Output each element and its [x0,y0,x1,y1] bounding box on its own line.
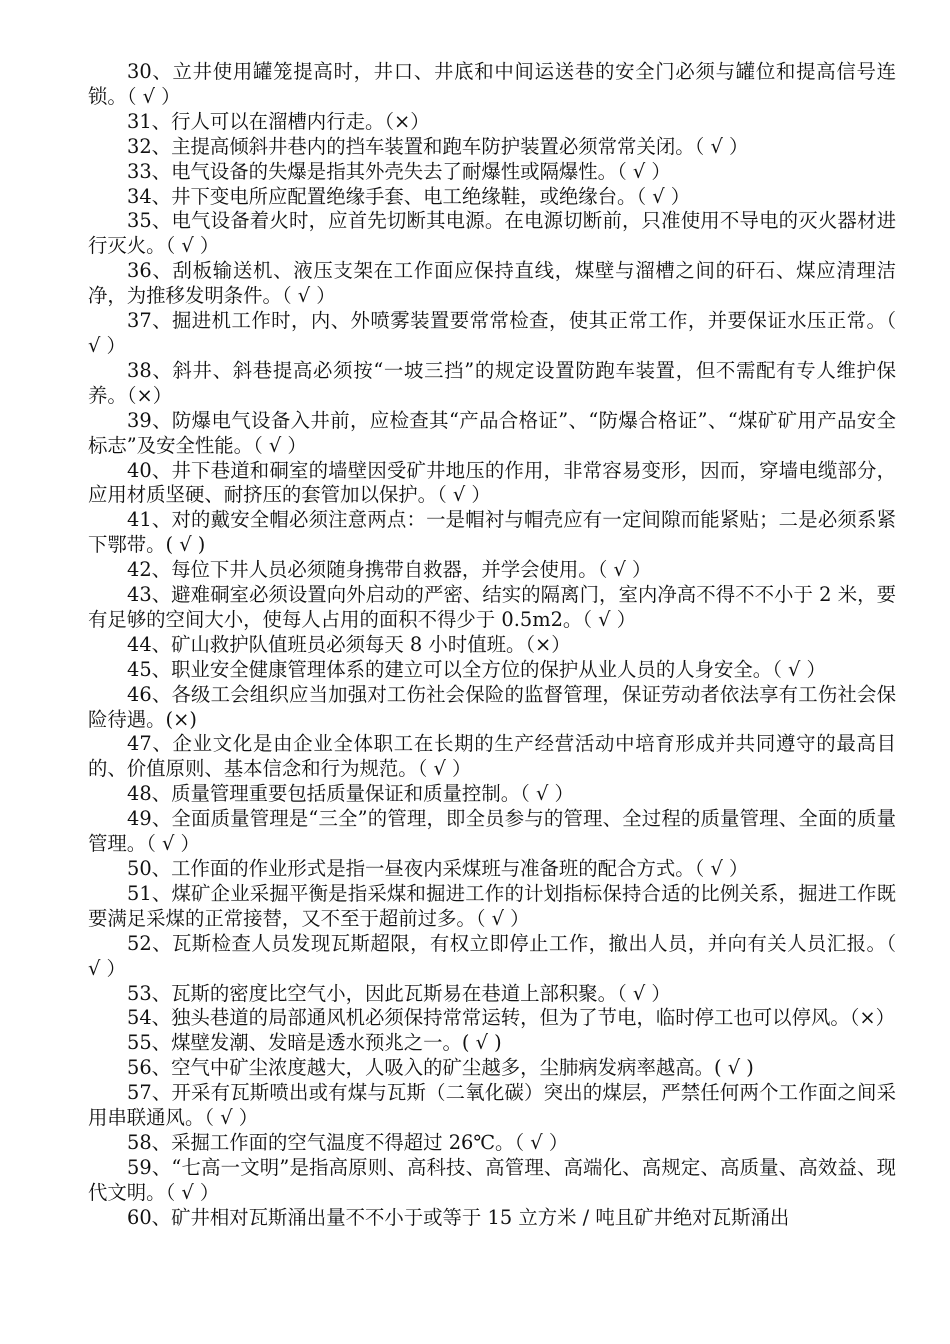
question-31: 31、行人可以在溜槽内行走。（×） [127,109,430,133]
question-43: 43、避难硐室必须设置向外启动的严密、结实的隔离门，室内净高不得不不小于 2 米，要有足够的空间大小，使每人占用的面积不得少于 0.5m2。（ √ ） [88,583,896,631]
question-56: 56、空气中矿尘浓度越大，人吸入的矿尘越多，尘肺病发病率越高。( √ ) [127,1056,754,1080]
question-42: 42、每位下井人员必须随身携带自救器，并学会使用。（ √ ） [127,558,652,582]
question-47: 47、企业文化是由企业全体职工在长期的生产经营活动中培育形成并共同遵守的最高目的、价值原则、基本信念和行为规范。（ √ ） [88,732,896,781]
question-52: 52、瓦斯检查人员发现瓦斯超限，有权立即停止工作，撤出人员，并向有关人员汇报。（ √ ） [88,931,896,980]
question-45: 45、职业安全健康管理体系的建立可以全方位的保护从业人员的人身安全。（ √ ） [127,657,826,681]
question-60: 60、矿井相对瓦斯涌出量不不小于或等于 15 立方米 / 吨且矿井绝对瓦斯涌出 [127,1205,790,1229]
question-54: 54、独头巷道的局部通风机必须保持常常运转，但为了节电，临时停工也可以停风。（×） [127,1006,896,1030]
document-body [88,60,896,1231]
question-53: 53、瓦斯的密度比空气小，因此瓦斯易在巷道上部积聚。（ √ ） [127,981,671,1005]
question-57: 57、开采有瓦斯喷出或有煤与瓦斯（二氧化碳）突出的煤层，严禁任何两个工作面之间采用串联通风。（ √ ） [88,1081,896,1130]
question-36: 36、刮板输送机、液压支架在工作面应保持直线，煤壁与溜槽之间的矸石、煤应清理洁净，为推移发明条件。（ √ ） [88,259,896,308]
question-33: 33、电气设备的失爆是指其外壳失去了耐爆性或隔爆性。（ √ ） [127,159,671,183]
question-51: 51、煤矿企业采掘平衡是指采煤和掘进工作的计划指标保持合适的比例关系，掘进工作既要满足采煤的正常接替，又不至于超前过多。（ √ ） [88,881,896,930]
question-30: 30、立井使用罐笼提高时，井口、井底和中间运送巷的安全门必须与罐位和提高信号连锁。（ √ ） [88,60,896,108]
question-35: 35、电气设备着火时，应首先切断其电源。在电源切断前，只准使用不导电的灭火器材进行灭火。（ √ ） [88,209,896,258]
question-46: 46、各级工会组织应当加强对工伤社会保险的监督管理，保证劳动者依法享有工伤社会保险待遇。(×) [88,682,896,731]
question-32: 32、主提高倾斜井巷内的挡车装置和跑车防护装置必须常常关闭。（ √ ） [127,134,749,158]
question-34: 34、井下变电所应配置绝缘手套、电工绝缘鞋，或绝缘台。（ √ ） [127,184,691,208]
question-38: 38、斜井、斜巷提高必须按“一坡三挡”的规定设置防跑车装置，但不需配有专人维护保养。（×） [88,358,896,407]
question-48: 48、质量管理重要包括质量保证和质量控制。（ √ ） [127,782,574,806]
question-50: 50、工作面的作业形式是指一昼夜内采煤班与准备班的配合方式。（ √ ） [127,857,749,880]
question-39: 39、防爆电气设备入井前，应检查其“产品合格证”、“防爆合格证”、“煤矿矿用产品安全标志”及安全性能。（ √ ） [88,408,896,457]
question-37: 37、掘进机工作时，内、外喷雾装置要常常检查，使其正常工作，并要保证水压正常。（ √ ） [88,309,896,357]
question-41: 41、对的戴安全帽必须注意两点：一是帽衬与帽壳应有一定间隙而能紧贴；二是必须系紧下鄂带。( √ ) [88,508,896,557]
question-58: 58、采掘工作面的空气温度不得超过 26℃。（ √ ） [127,1130,569,1154]
question-59: 59、“七高一文明”是指高原则、高科技、高管理、高端化、高规定、高质量、高效益、现代文明。（ √ ） [88,1155,896,1204]
question-49: 49、全面质量管理是“三全”的管理，即全员参与的管理、全过程的质量管理、全面的质量管理。（ √ ） [88,807,896,856]
question-55: 55、煤壁发潮、发暗是透水预兆之一。( √ ) [127,1031,502,1055]
question-40: 40、井下巷道和硐室的墙壁因受矿井地压的作用，非常容易变形，因而，穿墙电缆部分，应用材质坚硬、耐挤压的套管加以保护。（ √ ） [88,458,896,507]
question-44: 44、矿山救护队值班员必须每天 8 小时值班。（×） [127,632,571,656]
